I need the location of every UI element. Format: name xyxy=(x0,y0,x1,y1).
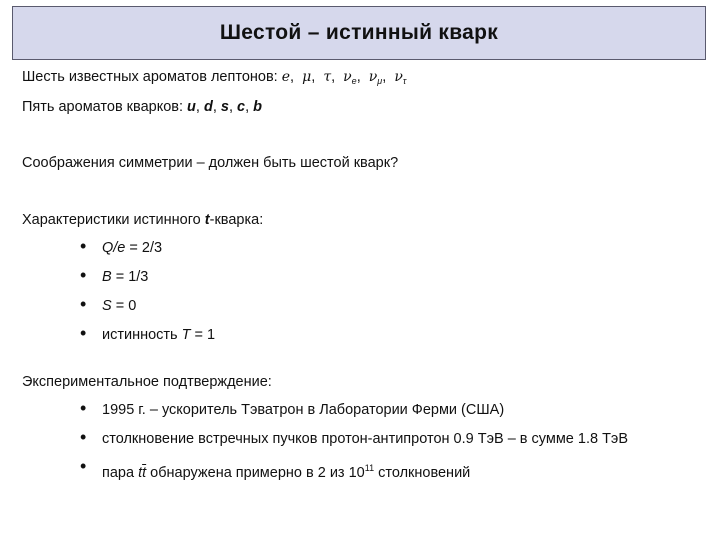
quarks-label: Пять ароматов кварков: xyxy=(22,99,188,116)
top-quark-symbol: t xyxy=(138,464,143,481)
exponent: 11 xyxy=(364,462,375,473)
characteristics-list xyxy=(80,235,702,351)
slide-content xyxy=(22,68,702,484)
lepton-nu-tau-sub: τ xyxy=(402,76,407,86)
lepton-nu-e: ν xyxy=(343,69,352,85)
experiment-list xyxy=(80,397,702,484)
characteristics-heading xyxy=(22,211,702,229)
bullet: • xyxy=(80,455,87,476)
lepton-tau: τ xyxy=(323,69,332,85)
quark-b: b xyxy=(253,99,263,116)
lepton-e: e xyxy=(281,69,291,85)
truth-label: истинность xyxy=(102,326,182,343)
symmetry-line: Соображения симметрии – должен быть шестой кварк? xyxy=(22,155,399,172)
truth-value: = 1 xyxy=(190,326,216,343)
lepton-nu-tau: ν xyxy=(394,69,403,85)
lepton-nu-mu: ν xyxy=(368,69,378,85)
lepton-mu: μ xyxy=(302,69,312,85)
experiment-item-text: 1995 г. – ускоритель Тэватрон в Лаборатории Ферми (США) xyxy=(102,401,505,418)
quark-u: u xyxy=(187,99,196,116)
antitop-quark-symbol: $\overline{t}$ xyxy=(142,464,147,481)
characteristics-heading-pre: Характеристики истинного xyxy=(22,211,205,228)
strangeness-var: S xyxy=(102,297,112,314)
pair-pre: пара xyxy=(102,464,139,481)
page-title: Шестой – истинный кварк xyxy=(219,21,499,44)
bullet: • xyxy=(80,397,87,418)
list-item xyxy=(80,293,702,322)
experiment-item-text: столкновение встречных пучков протон-антипротон 0.9 ТэВ – в сумме 1.8 ТэВ xyxy=(102,430,628,447)
lepton-nu-mu-sub: μ xyxy=(377,76,383,86)
list-item xyxy=(80,322,702,351)
quark-c: c xyxy=(237,99,246,116)
baryon-value: = 1/3 xyxy=(111,268,149,285)
quark-s: s xyxy=(220,99,229,116)
strangeness-value: = 0 xyxy=(111,297,137,314)
bullet: • xyxy=(80,235,87,256)
bullet: • xyxy=(80,293,87,314)
pair-mid: обнаружена примерно в 2 из 10 xyxy=(146,464,365,481)
lepton-nu-e-sub: e xyxy=(351,76,357,86)
characteristics-heading-t: t xyxy=(204,211,210,228)
list-item xyxy=(80,264,702,293)
bullet: • xyxy=(80,426,87,447)
pair-post: столкновений xyxy=(374,464,471,481)
charge-var: Q/e xyxy=(102,239,126,256)
truth-var: T xyxy=(181,326,191,343)
bullet: • xyxy=(80,322,87,343)
charge-value: = 2/3 xyxy=(125,239,163,256)
list-item xyxy=(80,455,702,484)
experiment-heading: Экспериментальное подтверждение: xyxy=(22,373,272,390)
leptons-label: Шесть известных ароматов лептонов: xyxy=(22,69,282,85)
quarks-line: Пять ароматов кварков: u, d, s, c, b xyxy=(22,99,263,116)
title-banner xyxy=(12,6,706,60)
bullet: • xyxy=(80,264,87,285)
leptons-line: Шесть известных ароматов лептонов: e, μ, τ, $\nu_e$, $\nu_\mu$, $\nu_\tau$ xyxy=(22,69,407,86)
list-item xyxy=(80,235,702,264)
quark-d: d xyxy=(203,99,213,116)
baryon-var: B xyxy=(102,268,112,285)
characteristics-heading-post: -кварка: xyxy=(209,211,264,228)
list-item xyxy=(80,426,702,455)
list-item xyxy=(80,397,702,426)
